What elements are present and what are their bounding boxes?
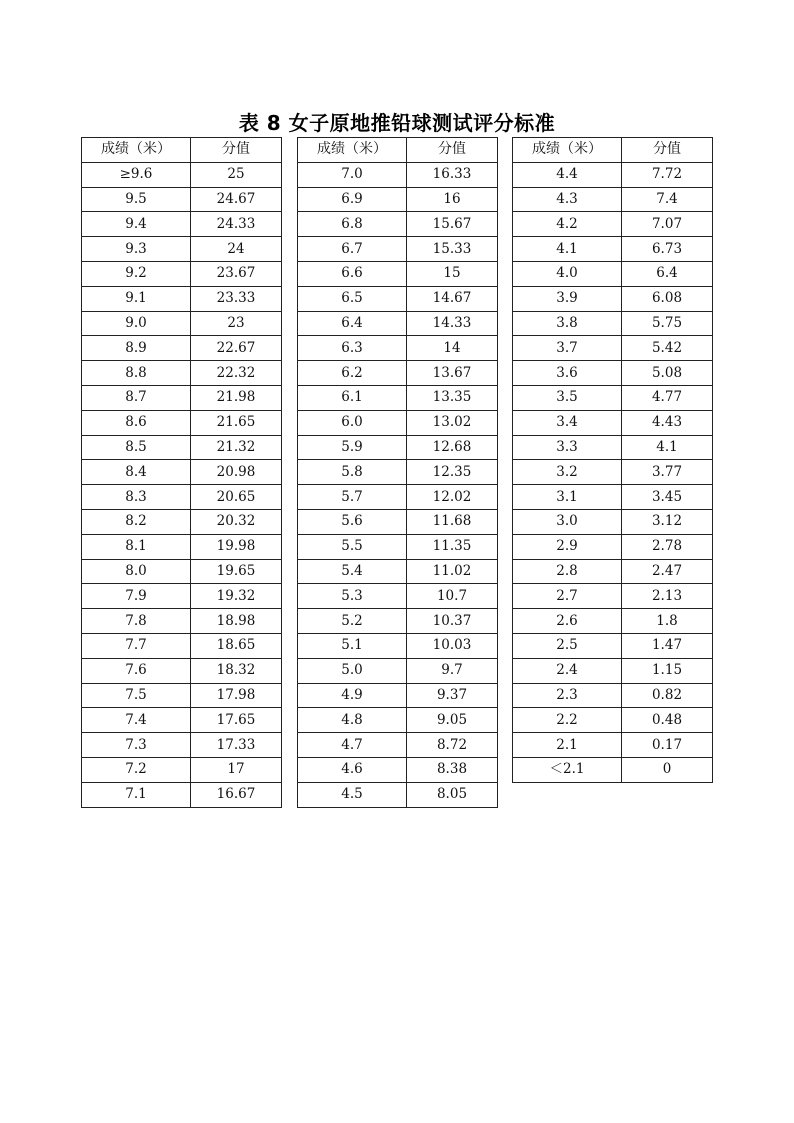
points-cell: 6.4 xyxy=(622,261,713,286)
table-row xyxy=(82,237,282,262)
header-row xyxy=(513,138,713,163)
score-cell: 8.1 xyxy=(82,534,191,559)
table-row xyxy=(82,212,282,237)
table-row xyxy=(298,534,498,559)
score-cell: 5.1 xyxy=(298,633,407,658)
points-cell: 13.67 xyxy=(407,361,498,386)
score-cell: 4.6 xyxy=(298,757,407,782)
points-cell: 23 xyxy=(191,311,282,336)
score-cell: 5.6 xyxy=(298,509,407,534)
points-cell: 9.7 xyxy=(407,658,498,683)
score-cell: 3.4 xyxy=(513,410,622,435)
table-row xyxy=(82,410,282,435)
points-cell: 0 xyxy=(622,757,713,782)
score-cell: 8.7 xyxy=(82,385,191,410)
points-cell: 0.48 xyxy=(622,708,713,733)
score-cell: 2.7 xyxy=(513,584,622,609)
score-cell: 7.9 xyxy=(82,584,191,609)
score-cell: 4.8 xyxy=(298,708,407,733)
points-cell: 18.98 xyxy=(191,609,282,634)
points-cell: 21.98 xyxy=(191,385,282,410)
table-row xyxy=(298,336,498,361)
points-cell: 19.65 xyxy=(191,559,282,584)
table-row xyxy=(513,410,713,435)
points-cell: 9.05 xyxy=(407,708,498,733)
table-row xyxy=(298,361,498,386)
points-cell: 20.98 xyxy=(191,460,282,485)
score-cell: 8.3 xyxy=(82,485,191,510)
points-cell: 0.82 xyxy=(622,683,713,708)
table-row xyxy=(298,237,498,262)
points-cell: 14.67 xyxy=(407,286,498,311)
table-row xyxy=(513,733,713,758)
points-cell: 24 xyxy=(191,237,282,262)
score-cell: 4.9 xyxy=(298,683,407,708)
points-cell: 18.65 xyxy=(191,633,282,658)
score-cell: 8.9 xyxy=(82,336,191,361)
table-row xyxy=(82,584,282,609)
score-cell: 5.9 xyxy=(298,435,407,460)
score-cell: 7.7 xyxy=(82,633,191,658)
table-row xyxy=(298,609,498,634)
table-row xyxy=(82,187,282,212)
table-row xyxy=(82,534,282,559)
score-cell: 5.8 xyxy=(298,460,407,485)
points-cell: 2.13 xyxy=(622,584,713,609)
score-cell: 5.3 xyxy=(298,584,407,609)
table-row xyxy=(513,559,713,584)
points-cell: 5.08 xyxy=(622,361,713,386)
table-row xyxy=(513,757,713,782)
table-row xyxy=(298,435,498,460)
score-cell: 8.2 xyxy=(82,509,191,534)
points-cell: 25 xyxy=(191,162,282,187)
table-row xyxy=(513,286,713,311)
header-points: 分值 xyxy=(407,138,498,163)
score-cell: 9.4 xyxy=(82,212,191,237)
points-cell: 8.72 xyxy=(407,733,498,758)
score-cell: 9.0 xyxy=(82,311,191,336)
score-cell: 9.5 xyxy=(82,187,191,212)
points-cell: 5.75 xyxy=(622,311,713,336)
points-cell: 4.43 xyxy=(622,410,713,435)
score-cell: 6.5 xyxy=(298,286,407,311)
points-cell: 13.35 xyxy=(407,385,498,410)
table-row xyxy=(513,162,713,187)
score-cell: 8.4 xyxy=(82,460,191,485)
points-cell: 4.1 xyxy=(622,435,713,460)
header-points: 分值 xyxy=(622,138,713,163)
points-cell: 15 xyxy=(407,261,498,286)
table-row xyxy=(82,435,282,460)
points-cell: 12.02 xyxy=(407,485,498,510)
points-cell: 1.47 xyxy=(622,633,713,658)
score-cell: 9.2 xyxy=(82,261,191,286)
score-cell: 7.2 xyxy=(82,757,191,782)
points-cell: 23.33 xyxy=(191,286,282,311)
score-cell: 8.8 xyxy=(82,361,191,386)
table-row xyxy=(513,187,713,212)
score-cell: 2.9 xyxy=(513,534,622,559)
points-cell: 16.33 xyxy=(407,162,498,187)
score-cell: 3.0 xyxy=(513,509,622,534)
points-cell: 6.73 xyxy=(622,237,713,262)
points-cell: 15.33 xyxy=(407,237,498,262)
table-row xyxy=(82,460,282,485)
table-row xyxy=(298,733,498,758)
score-cell: 5.0 xyxy=(298,658,407,683)
score-cell: 5.7 xyxy=(298,485,407,510)
points-cell: 6.08 xyxy=(622,286,713,311)
points-cell: 0.17 xyxy=(622,733,713,758)
points-cell: 22.32 xyxy=(191,361,282,386)
score-cell: 4.3 xyxy=(513,187,622,212)
score-cell: 6.6 xyxy=(298,261,407,286)
table-row xyxy=(82,509,282,534)
table-row xyxy=(298,261,498,286)
table-row xyxy=(82,385,282,410)
score-cell: ≥9.6 xyxy=(82,162,191,187)
points-cell: 14.33 xyxy=(407,311,498,336)
table-row xyxy=(82,683,282,708)
table-row xyxy=(82,311,282,336)
points-cell: 1.15 xyxy=(622,658,713,683)
score-cell: 5.2 xyxy=(298,609,407,634)
score-cell: 8.6 xyxy=(82,410,191,435)
points-cell: 12.35 xyxy=(407,460,498,485)
score-cell: ＜2.1 xyxy=(513,757,622,782)
table-row xyxy=(298,162,498,187)
table-row xyxy=(82,782,282,807)
table-row xyxy=(298,311,498,336)
points-cell: 7.72 xyxy=(622,162,713,187)
score-cell: 3.3 xyxy=(513,435,622,460)
table-row xyxy=(298,708,498,733)
points-cell: 10.37 xyxy=(407,609,498,634)
score-cell: 2.8 xyxy=(513,559,622,584)
table-row xyxy=(298,410,498,435)
table-row xyxy=(298,584,498,609)
table-row xyxy=(82,286,282,311)
table-row xyxy=(513,633,713,658)
score-cell: 8.5 xyxy=(82,435,191,460)
table-row xyxy=(513,361,713,386)
points-cell: 12.68 xyxy=(407,435,498,460)
score-cell: 6.1 xyxy=(298,385,407,410)
points-cell: 13.02 xyxy=(407,410,498,435)
points-cell: 18.32 xyxy=(191,658,282,683)
score-cell: 7.0 xyxy=(298,162,407,187)
score-cell: 3.1 xyxy=(513,485,622,510)
table-row xyxy=(298,485,498,510)
table-row xyxy=(298,633,498,658)
table-row xyxy=(513,311,713,336)
table-row xyxy=(82,757,282,782)
points-cell: 21.32 xyxy=(191,435,282,460)
score-cell: 2.3 xyxy=(513,683,622,708)
table-row xyxy=(513,509,713,534)
score-cell: 2.6 xyxy=(513,609,622,634)
table-row xyxy=(82,485,282,510)
points-cell: 7.07 xyxy=(622,212,713,237)
points-cell: 9.37 xyxy=(407,683,498,708)
table-row xyxy=(298,212,498,237)
table-row xyxy=(513,435,713,460)
table-row xyxy=(513,683,713,708)
points-cell: 8.05 xyxy=(407,782,498,807)
score-cell: 8.0 xyxy=(82,559,191,584)
points-cell: 19.98 xyxy=(191,534,282,559)
points-cell: 2.78 xyxy=(622,534,713,559)
table-row xyxy=(298,509,498,534)
score-cell: 7.1 xyxy=(82,782,191,807)
score-cell: 3.9 xyxy=(513,286,622,311)
page-title: 表 8 女子原地推铅球测试评分标准 xyxy=(238,111,556,135)
header-score: 成绩（米） xyxy=(298,138,407,163)
table-row xyxy=(298,385,498,410)
points-cell: 24.67 xyxy=(191,187,282,212)
table-row xyxy=(513,336,713,361)
points-cell: 17.65 xyxy=(191,708,282,733)
score-cell: 6.7 xyxy=(298,237,407,262)
score-cell: 3.2 xyxy=(513,460,622,485)
score-cell: 9.1 xyxy=(82,286,191,311)
points-cell: 15.67 xyxy=(407,212,498,237)
table-row xyxy=(513,584,713,609)
table-row xyxy=(298,559,498,584)
table-row xyxy=(82,708,282,733)
table-row xyxy=(298,782,498,807)
score-cell: 5.5 xyxy=(298,534,407,559)
table-row xyxy=(298,683,498,708)
points-cell: 4.77 xyxy=(622,385,713,410)
score-cell: 6.4 xyxy=(298,311,407,336)
score-cell: 6.3 xyxy=(298,336,407,361)
table-row xyxy=(513,609,713,634)
points-cell: 7.4 xyxy=(622,187,713,212)
score-cell: 2.4 xyxy=(513,658,622,683)
table-row xyxy=(513,485,713,510)
points-cell: 22.67 xyxy=(191,336,282,361)
points-cell: 8.38 xyxy=(407,757,498,782)
table-row xyxy=(298,757,498,782)
score-cell: 4.0 xyxy=(513,261,622,286)
points-cell: 17.98 xyxy=(191,683,282,708)
table-row xyxy=(82,162,282,187)
score-table-2 xyxy=(297,137,498,808)
points-cell: 5.42 xyxy=(622,336,713,361)
score-cell: 4.1 xyxy=(513,237,622,262)
points-cell: 16 xyxy=(407,187,498,212)
points-cell: 11.35 xyxy=(407,534,498,559)
table-row xyxy=(82,633,282,658)
score-cell: 6.0 xyxy=(298,410,407,435)
score-cell: 3.5 xyxy=(513,385,622,410)
table-row xyxy=(298,286,498,311)
score-cell: 7.6 xyxy=(82,658,191,683)
points-cell: 1.8 xyxy=(622,609,713,634)
table-row xyxy=(298,460,498,485)
score-cell: 6.8 xyxy=(298,212,407,237)
points-cell: 20.32 xyxy=(191,509,282,534)
score-cell: 9.3 xyxy=(82,237,191,262)
header-score: 成绩（米） xyxy=(82,138,191,163)
table-row xyxy=(82,733,282,758)
points-cell: 16.67 xyxy=(191,782,282,807)
table-row xyxy=(513,534,713,559)
table-row xyxy=(82,361,282,386)
table-row xyxy=(82,261,282,286)
table-row xyxy=(82,559,282,584)
score-cell: 5.4 xyxy=(298,559,407,584)
score-cell: 3.7 xyxy=(513,336,622,361)
score-cell: 2.5 xyxy=(513,633,622,658)
table-row xyxy=(513,460,713,485)
points-cell: 3.12 xyxy=(622,509,713,534)
score-cell: 4.7 xyxy=(298,733,407,758)
header-row xyxy=(82,138,282,163)
points-cell: 10.7 xyxy=(407,584,498,609)
score-cell: 2.2 xyxy=(513,708,622,733)
table-row xyxy=(513,658,713,683)
score-cell: 4.2 xyxy=(513,212,622,237)
header-row xyxy=(298,138,498,163)
points-cell: 20.65 xyxy=(191,485,282,510)
score-cell: 7.4 xyxy=(82,708,191,733)
points-cell: 3.45 xyxy=(622,485,713,510)
header-score: 成绩（米） xyxy=(513,138,622,163)
points-cell: 14 xyxy=(407,336,498,361)
table-row xyxy=(513,237,713,262)
points-cell: 11.68 xyxy=(407,509,498,534)
table-row xyxy=(513,708,713,733)
table-row xyxy=(82,658,282,683)
points-cell: 2.47 xyxy=(622,559,713,584)
score-cell: 6.9 xyxy=(298,187,407,212)
table-row xyxy=(298,658,498,683)
points-cell: 17 xyxy=(191,757,282,782)
table-row xyxy=(82,609,282,634)
points-cell: 21.65 xyxy=(191,410,282,435)
score-cell: 4.5 xyxy=(298,782,407,807)
score-cell: 4.4 xyxy=(513,162,622,187)
score-table-3 xyxy=(512,137,713,783)
score-cell: 3.6 xyxy=(513,361,622,386)
table-row xyxy=(513,385,713,410)
points-cell: 24.33 xyxy=(191,212,282,237)
points-cell: 11.02 xyxy=(407,559,498,584)
header-points: 分值 xyxy=(191,138,282,163)
points-cell: 10.03 xyxy=(407,633,498,658)
score-cell: 2.1 xyxy=(513,733,622,758)
score-cell: 3.8 xyxy=(513,311,622,336)
table-row xyxy=(513,261,713,286)
table-row xyxy=(298,187,498,212)
table-row xyxy=(513,212,713,237)
points-cell: 23.67 xyxy=(191,261,282,286)
table-row xyxy=(82,336,282,361)
score-cell: 7.5 xyxy=(82,683,191,708)
points-cell: 17.33 xyxy=(191,733,282,758)
points-cell: 19.32 xyxy=(191,584,282,609)
score-cell: 6.2 xyxy=(298,361,407,386)
score-table-1 xyxy=(81,137,282,808)
score-cell: 7.3 xyxy=(82,733,191,758)
score-cell: 7.8 xyxy=(82,609,191,634)
points-cell: 3.77 xyxy=(622,460,713,485)
